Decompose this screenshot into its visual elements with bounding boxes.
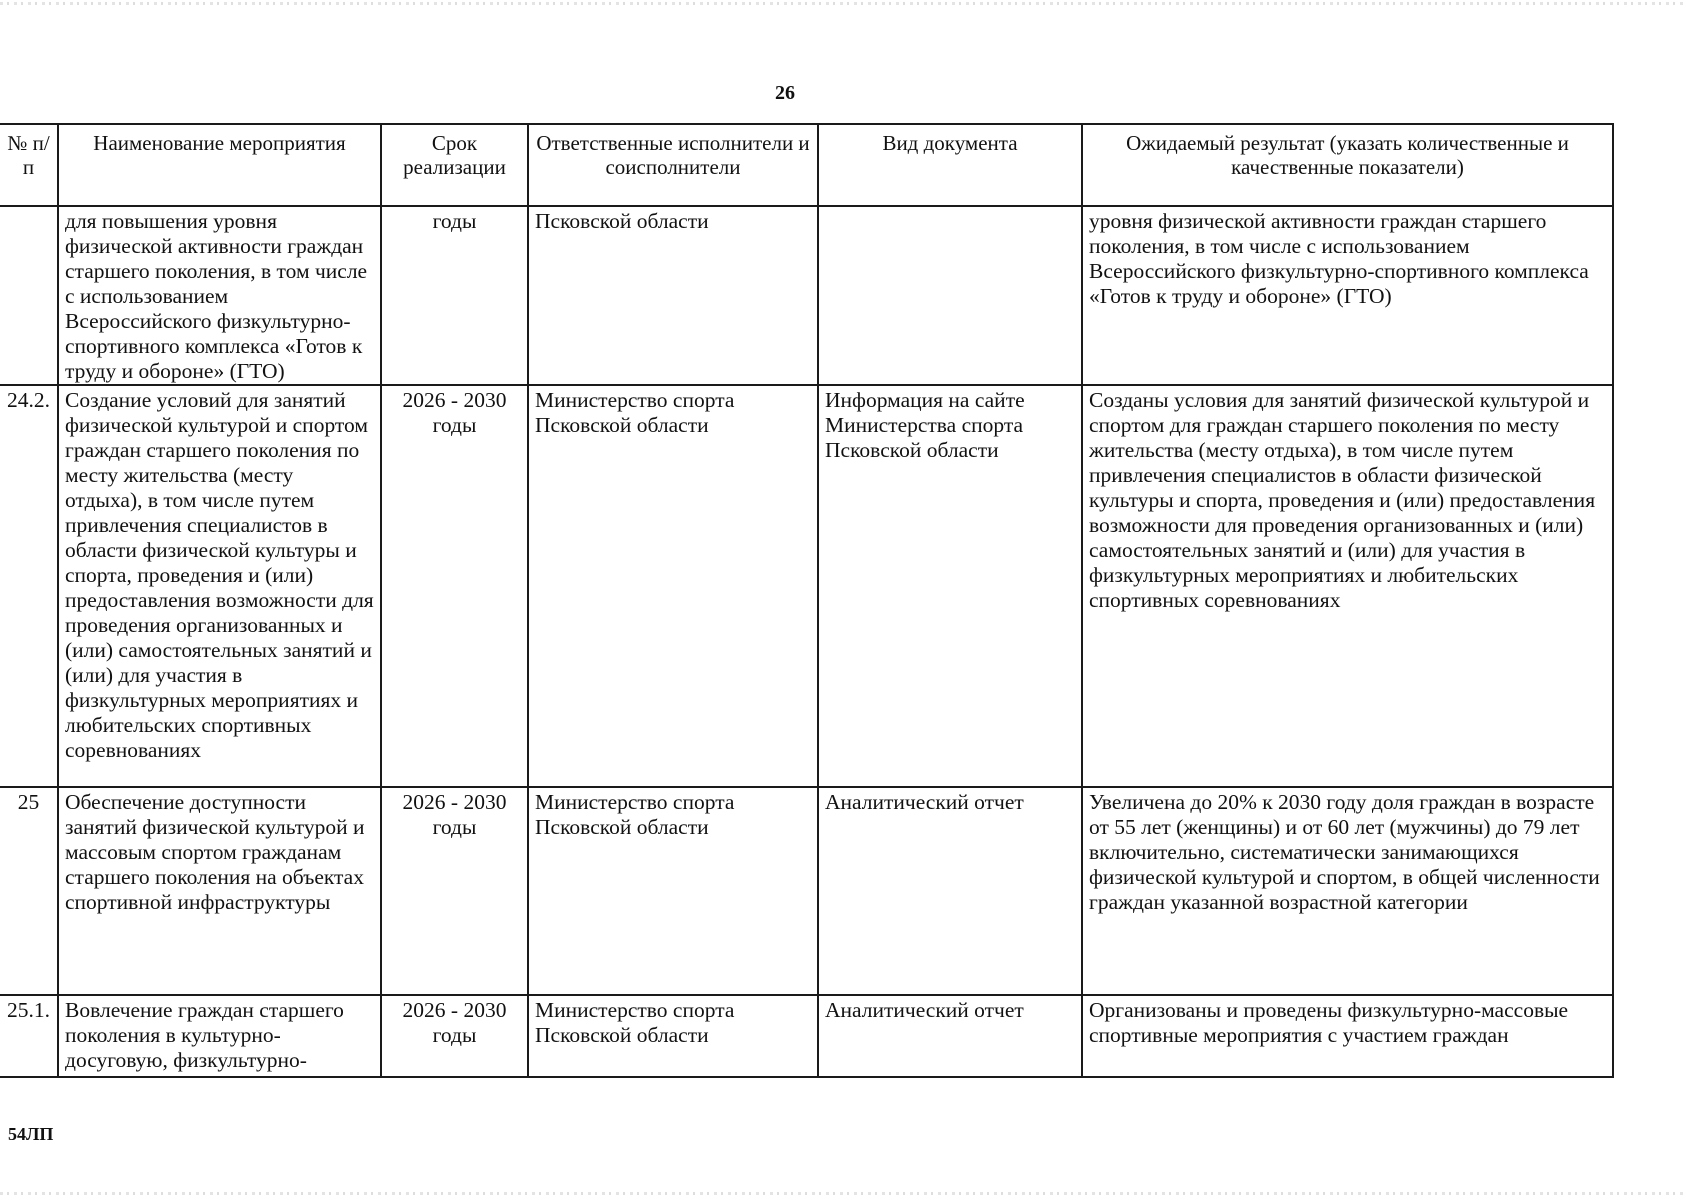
scan-edge-top xyxy=(0,2,1686,5)
page-number: 26 xyxy=(775,82,795,104)
activities-table xyxy=(0,123,1614,1078)
row-number xyxy=(0,206,58,385)
table-row xyxy=(0,385,1613,787)
scan-edge-bottom xyxy=(0,1192,1686,1195)
header-activity-name: Наименование мероприятия xyxy=(58,124,381,206)
header-number: № п/п xyxy=(0,124,58,206)
row-document-type: Аналитический отчет xyxy=(818,995,1082,1077)
table-row xyxy=(0,787,1613,995)
footer-document-code: 54ЛП xyxy=(8,1124,54,1144)
row-number: 25.1. xyxy=(0,995,58,1077)
row-number: 25 xyxy=(0,787,58,995)
row-responsible: Псковской области xyxy=(528,206,818,385)
header-expected-result: Ожидаемый результат (указать количественные и качественные показатели) xyxy=(1082,124,1613,206)
row-term: 2026 - 2030 годы xyxy=(381,787,528,995)
row-expected-result: Созданы условия для занятий физической культурой и спортом для граждан старшего поколения по месту жительства (месту отдыха), в том числе путем привлечения специалистов в области физической культуры и спорта, проведения и (или) предоставления возможности для проведения организованных и (или) самостоятельных занятий и (или) для участия в физкультурных мероприятиях и любительских спортивных соревнованиях xyxy=(1082,385,1613,787)
row-expected-result: Увеличена до 20% к 2030 году доля граждан в возрасте от 55 лет (женщины) и от 60 лет (мужчины) до 79 лет включительно, систематически занимающихся физической культурой и спортом, в общей численности граждан указанной возрастной категории xyxy=(1082,787,1613,995)
table-row xyxy=(0,206,1613,385)
row-activity-name: Создание условий для занятий физической культурой и спортом граждан старшего поколения по месту жительства (месту отдыха), в том числе путем привлечения специалистов в области физической культуры и спорта, проведения и (или) предоставления возможности для проведения организованных и (или) самостоятельных занятий и (или) для участия в физкультурных мероприятиях и любительских спортивных соревнованиях xyxy=(58,385,381,787)
row-expected-result: Организованы и проведены физкультурно-массовые спортивные мероприятия с участием граждан xyxy=(1082,995,1613,1077)
row-term: 2026 - 2030 годы xyxy=(381,995,528,1077)
row-activity-name: Обеспечение доступности занятий физической культурой и массовым спортом гражданам старшего поколения на объектах спортивной инфраструктуры xyxy=(58,787,381,995)
row-responsible: Министерство спорта Псковской области xyxy=(528,385,818,787)
row-term: годы xyxy=(381,206,528,385)
row-activity-name: для повышения уровня физической активности граждан старшего поколения, в том числе с использованием Всероссийского физкультурно-спортивного комплекса «Готов к труду и обороне» (ГТО) xyxy=(58,206,381,385)
header-responsible: Ответственные исполнители и соисполнители xyxy=(528,124,818,206)
row-activity-name: Вовлечение граждан старшего поколения в культурно-досуговую, физкультурно- xyxy=(58,995,381,1077)
header-document-type: Вид документа xyxy=(818,124,1082,206)
row-document-type: Аналитический отчет xyxy=(818,787,1082,995)
row-document-type xyxy=(818,206,1082,385)
table-header-row xyxy=(0,124,1613,206)
row-responsible: Министерство спорта Псковской области xyxy=(528,995,818,1077)
header-term: Срок реализации xyxy=(381,124,528,206)
row-number: 24.2. xyxy=(0,385,58,787)
table-row xyxy=(0,995,1613,1077)
row-expected-result: уровня физической активности граждан старшего поколения, в том числе с использованием Всероссийского физкультурно-спортивного комплекса «Готов к труду и обороне» (ГТО) xyxy=(1082,206,1613,385)
row-term: 2026 - 2030 годы xyxy=(381,385,528,787)
row-responsible: Министерство спорта Псковской области xyxy=(528,787,818,995)
row-document-type: Информация на сайте Министерства спорта Псковской области xyxy=(818,385,1082,787)
